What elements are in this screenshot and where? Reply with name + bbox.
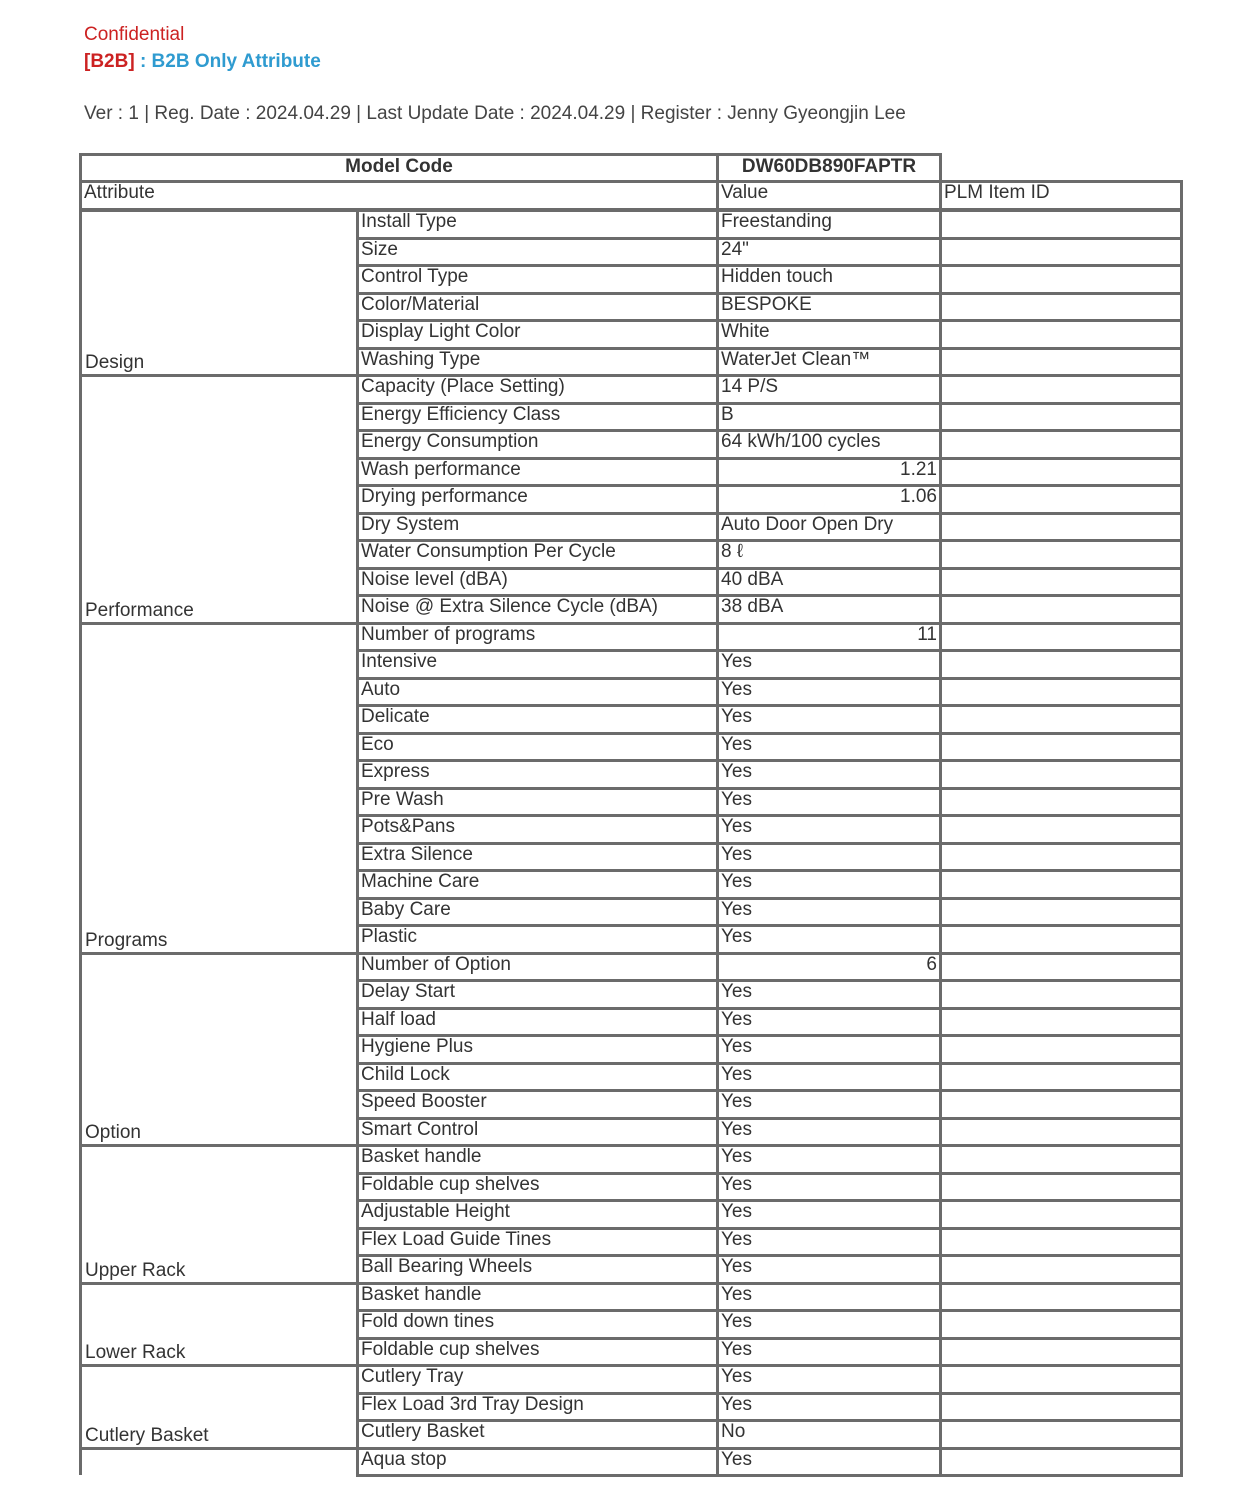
attribute-value: Yes [716,704,942,735]
attribute-value: Yes [716,1392,942,1423]
plm-item-id-cell [939,402,1183,433]
attribute-name: Drying performance [356,484,719,515]
plm-item-id-cell [939,1337,1183,1368]
attribute-value: Yes [716,1117,942,1148]
plm-item-id-cell [939,292,1183,323]
plm-item-id-cell [939,649,1183,680]
category-cell: Cutlery Basket [79,1364,359,1450]
attribute-value: Yes [716,759,942,790]
plm-item-id-cell [939,594,1183,625]
plm-item-id-cell [939,237,1183,268]
attribute-value: Yes [716,1089,942,1120]
attribute-name: Dry System [356,512,719,543]
attribute-name: Foldable cup shelves [356,1337,719,1368]
attribute-name: Delicate [356,704,719,735]
attribute-name: Noise level (dBA) [356,567,719,598]
attribute-name: Half load [356,1007,719,1038]
attribute-name: Number of programs [356,622,719,653]
attribute-value: 40 dBA [716,567,942,598]
attribute-value: Yes [716,1007,942,1038]
attribute-name: Fold down tines [356,1309,719,1340]
attribute-value: 1.06 [716,484,942,515]
plm-item-id-cell [939,759,1183,790]
attribute-value: Yes [716,1282,942,1313]
plm-item-id-cell [939,209,1183,240]
plm-item-id-cell [939,319,1183,350]
attribute-value: BESPOKE [716,292,942,323]
plm-item-id-cell [939,897,1183,928]
plm-item-id-cell [939,347,1183,378]
plm-item-id-cell [939,677,1183,708]
attribute-value: Yes [716,732,942,763]
attribute-value: 11 [716,622,942,653]
attribute-value: Yes [716,814,942,845]
attribute-name: Auto [356,677,719,708]
plm-item-id-cell [939,869,1183,900]
attribute-name: Basket handle [356,1282,719,1313]
attribute-name: Extra Silence [356,842,719,873]
plm-item-id-header: PLM Item ID [939,180,1183,211]
attribute-value: Yes [716,1447,942,1478]
attribute-value: 14 P/S [716,374,942,405]
attribute-name: Child Lock [356,1062,719,1093]
attribute-value: Yes [716,924,942,955]
attribute-value: 38 dBA [716,594,942,625]
attribute-name: Machine Care [356,869,719,900]
category-cell [79,1447,359,1476]
plm-item-id-cell [939,1282,1183,1313]
attribute-value: B [716,402,942,433]
attribute-value: Yes [716,979,942,1010]
plm-item-id-cell [939,457,1183,488]
plm-item-id-cell [939,1227,1183,1258]
attribute-value: Yes [716,1337,942,1368]
attribute-value: Yes [716,1254,942,1285]
attribute-name: Capacity (Place Setting) [356,374,719,405]
attribute-name: Washing Type [356,347,719,378]
plm-item-id-cell [939,1447,1183,1478]
plm-item-id-cell [939,787,1183,818]
attribute-value: Yes [716,649,942,680]
attribute-value: Yes [716,787,942,818]
attribute-value: Yes [716,869,942,900]
plm-item-id-cell [939,1007,1183,1038]
attribute-name: Express [356,759,719,790]
attribute-value: Yes [716,1034,942,1065]
plm-item-id-cell [939,539,1183,570]
plm-item-id-cell [939,1364,1183,1395]
plm-item-id-cell [939,1254,1183,1285]
plm-item-id-cell [939,374,1183,405]
attribute-name: Water Consumption Per Cycle [356,539,719,570]
attribute-value: Yes [716,677,942,708]
plm-item-id-cell [939,622,1183,653]
plm-item-id-cell [939,924,1183,955]
b2b-legend-text: : B2B Only Attribute [134,51,321,72]
attribute-value: 8 ℓ [716,539,942,570]
attribute-name: Pots&Pans [356,814,719,845]
plm-item-id-cell [939,732,1183,763]
attribute-name: Flex Load 3rd Tray Design [356,1392,719,1423]
plm-item-id-cell [939,1117,1183,1148]
attribute-value: Yes [716,1172,942,1203]
attribute-value: Yes [716,1062,942,1093]
attribute-value: 6 [716,952,942,983]
attribute-name: Install Type [356,209,719,240]
attribute-name: Size [356,237,719,268]
attribute-name: Control Type [356,264,719,295]
attribute-value: Yes [716,897,942,928]
model-code-value: DW60DB890FAPTR [716,153,942,183]
b2b-tag: [B2B] [84,51,135,72]
attribute-name: Pre Wash [356,787,719,818]
value-header: Value [716,180,942,211]
plm-item-id-cell [939,814,1183,845]
attribute-value: White [716,319,942,350]
attribute-value: 64 kWh/100 cycles [716,429,942,460]
attribute-value: Yes [716,842,942,873]
attribute-header: Attribute [79,180,719,211]
attribute-name: Basket handle [356,1144,719,1175]
plm-item-id-cell [939,952,1183,983]
plm-item-id-cell [939,979,1183,1010]
category-cell: Lower Rack [79,1282,359,1368]
attribute-value: Freestanding [716,209,942,240]
plm-item-id-cell [939,429,1183,460]
attribute-name: Noise @ Extra Silence Cycle (dBA) [356,594,719,625]
plm-item-id-cell [939,1034,1183,1065]
plm-item-id-cell [939,1062,1183,1093]
attribute-name: Intensive [356,649,719,680]
attribute-value: Auto Door Open Dry [716,512,942,543]
category-cell: Programs [79,622,359,955]
attribute-name: Number of Option [356,952,719,983]
plm-item-id-cell [939,1419,1183,1450]
plm-item-id-cell [939,484,1183,515]
attribute-value: Yes [716,1364,942,1395]
plm-item-id-cell [939,567,1183,598]
attribute-name: Eco [356,732,719,763]
attribute-name: Wash performance [356,457,719,488]
attribute-name: Hygiene Plus [356,1034,719,1065]
model-code-label: Model Code [79,153,719,183]
attribute-value: 1.21 [716,457,942,488]
plm-item-id-cell [939,842,1183,873]
attribute-name: Foldable cup shelves [356,1172,719,1203]
attribute-value: Yes [716,1227,942,1258]
plm-item-id-cell [939,1089,1183,1120]
attribute-name: Baby Care [356,897,719,928]
plm-item-id-cell [939,512,1183,543]
attribute-value: No [716,1419,942,1450]
attribute-name: Cutlery Basket [356,1419,719,1450]
attribute-value: 24" [716,237,942,268]
plm-item-id-cell [939,1144,1183,1175]
attribute-name: Energy Consumption [356,429,719,460]
plm-item-id-cell [939,1392,1183,1423]
attribute-value: WaterJet Clean™ [716,347,942,378]
attribute-name: Delay Start [356,979,719,1010]
attribute-value: Yes [716,1309,942,1340]
attribute-name: Energy Efficiency Class [356,402,719,433]
category-cell: Option [79,952,359,1148]
attribute-name: Cutlery Tray [356,1364,719,1395]
attribute-name: Smart Control [356,1117,719,1148]
category-cell: Upper Rack [79,1144,359,1285]
plm-item-id-cell [939,1199,1183,1230]
attribute-name: Plastic [356,924,719,955]
category-cell: Design [79,209,359,377]
attribute-value: Hidden touch [716,264,942,295]
confidential-label: Confidential [84,24,185,45]
plm-item-id-cell [939,264,1183,295]
category-cell: Performance [79,374,359,625]
attribute-value: Yes [716,1144,942,1175]
attribute-name: Color/Material [356,292,719,323]
attribute-name: Aqua stop [356,1447,719,1478]
plm-item-id-cell [939,1172,1183,1203]
plm-item-id-cell [939,1309,1183,1340]
attribute-name: Display Light Color [356,319,719,350]
plm-item-id-cell [939,704,1183,735]
document-meta-line: Ver : 1 | Reg. Date : 2024.04.29 | Last Update Date : 2024.04.29 | Register : Jenny Gyeongjin Lee [84,103,906,124]
attribute-name: Flex Load Guide Tines [356,1227,719,1258]
attribute-name: Ball Bearing Wheels [356,1254,719,1285]
attribute-name: Adjustable Height [356,1199,719,1230]
attribute-name: Speed Booster [356,1089,719,1120]
attribute-value: Yes [716,1199,942,1230]
